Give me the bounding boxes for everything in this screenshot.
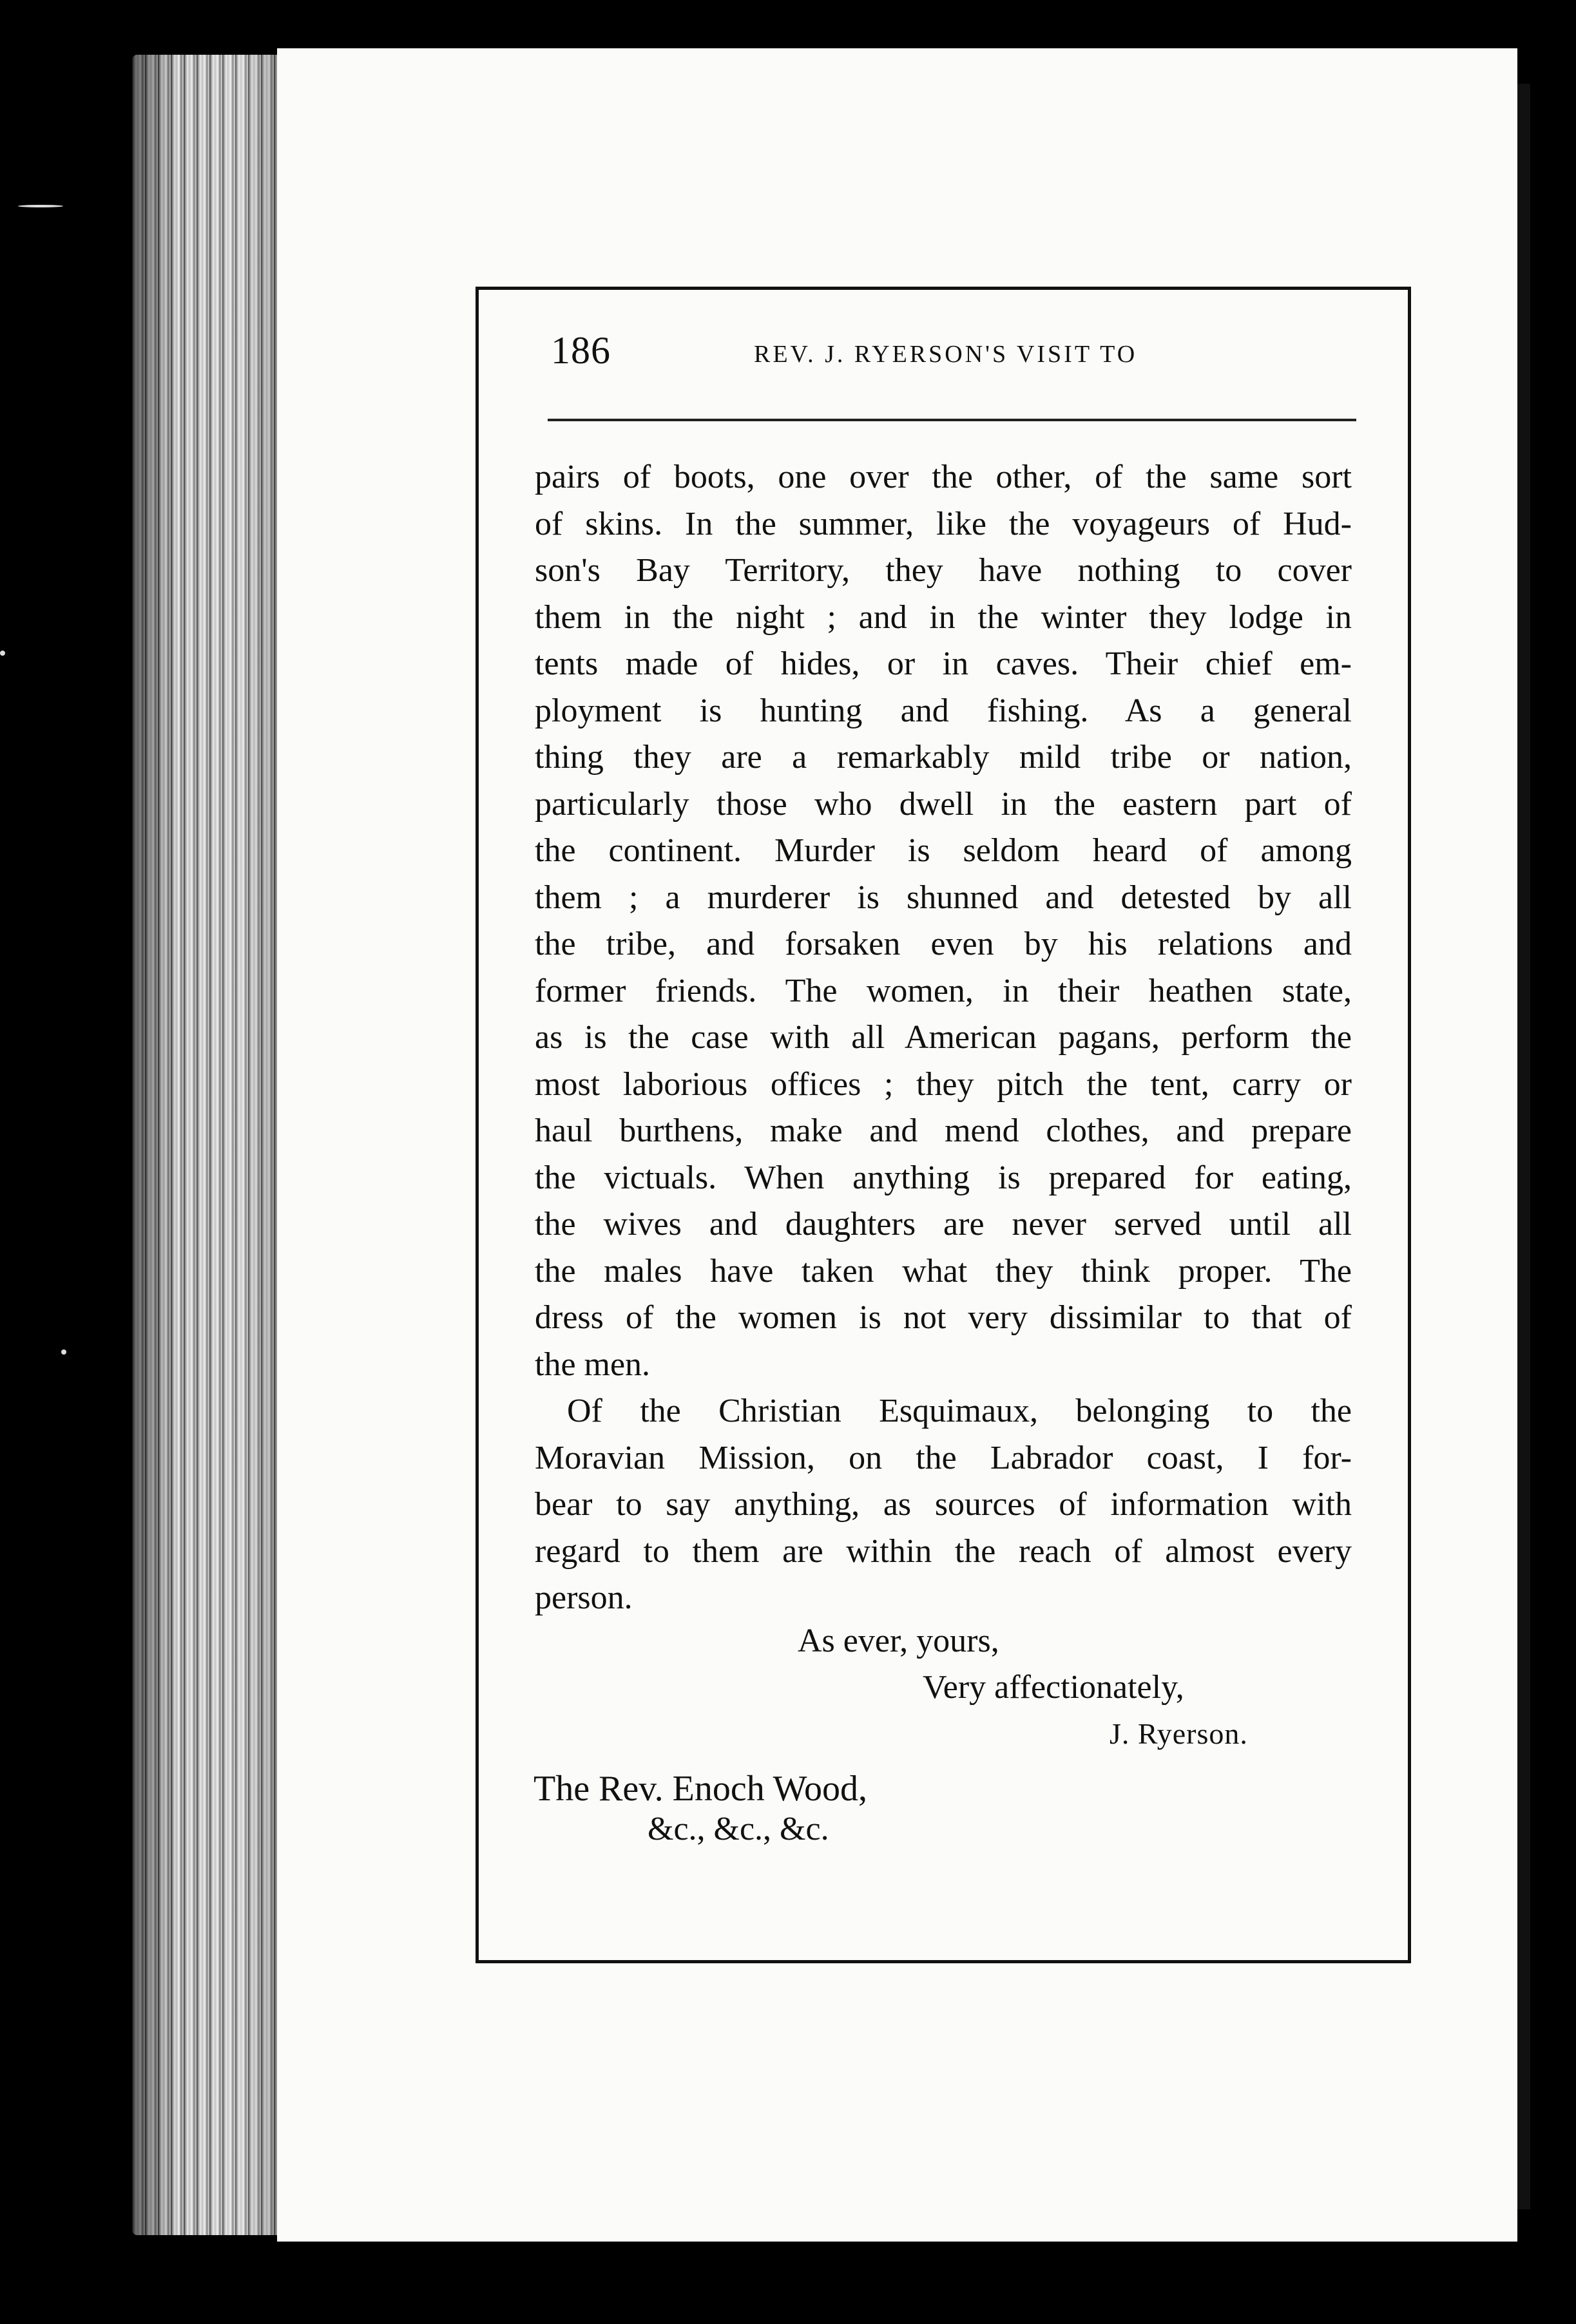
text-line: the men. (535, 1346, 651, 1383)
text-line: Moravian Mission, on the Labrador coast, I for- (535, 1439, 1352, 1476)
closing-line-2: Very affectionately, (923, 1669, 1184, 1706)
text-line: person. (535, 1579, 633, 1616)
text-line: regard to them are within the reach of almost every (535, 1532, 1352, 1570)
text-line: as is the case with all American pagans, perform the (535, 1019, 1352, 1056)
text-line: the continent. Murder is seldom heard of among (535, 832, 1352, 869)
text-line: pairs of boots, one over the other, of the same sort (535, 459, 1352, 495)
running-title: REV. J. RYERSON'S VISIT TO (754, 341, 1138, 368)
text-line: the males have taken what they think proper. The (535, 1252, 1352, 1290)
facing-page-edge (1517, 84, 1530, 2209)
scan-mark (18, 205, 63, 207)
text-line: the wives and daughters are never served until all (535, 1206, 1352, 1243)
book-page-edges (132, 55, 287, 2235)
addressee-name: The Rev. Enoch Wood, (533, 1769, 868, 1809)
text-line: them in the night ; and in the winter they lodge in (535, 598, 1352, 636)
text-line: former friends. The women, in their heathen state, (535, 972, 1352, 1009)
addressee-etc: &c., &c., &c. (648, 1811, 829, 1847)
body-text (535, 454, 1352, 1622)
text-line: most laborious offices ; they pitch the tent, carry or (535, 1065, 1352, 1103)
text-line: ployment is hunting and fishing. As a general (535, 692, 1352, 729)
text-line: bear to say anything, as sources of information with (535, 1486, 1352, 1523)
text-line: thing they are a remarkably mild tribe or nation, (535, 739, 1352, 776)
closing-line-1: As ever, yours, (798, 1623, 999, 1659)
text-line: tents made of hides, or in caves. Their chief em- (535, 645, 1352, 682)
text-line: particularly those who dwell in the eastern part of (535, 785, 1352, 823)
header-rule (548, 419, 1356, 421)
scan-mark (0, 651, 5, 656)
running-head (551, 329, 1363, 374)
text-line: the tribe, and forsaken even by his relations and (535, 926, 1352, 962)
text-line: the victuals. When anything is prepared for eating, (535, 1159, 1352, 1196)
text-line: dress of the women is not very dissimilar to that of (535, 1299, 1352, 1336)
signature: J. Ryerson. (1110, 1717, 1248, 1750)
page-number: 186 (551, 329, 611, 372)
text-line: haul burthens, make and mend clothes, and prepare (535, 1112, 1352, 1149)
scan-mark (61, 1349, 66, 1355)
text-line: son's Bay Territory, they have nothing to cover (535, 552, 1352, 589)
text-line: them ; a murderer is shunned and detested by all (535, 879, 1352, 916)
text-line: of skins. In the summer, like the voyageurs of Hud- (535, 505, 1352, 542)
text-line: Of the Christian Esquimaux, belonging to the (567, 1393, 1352, 1429)
